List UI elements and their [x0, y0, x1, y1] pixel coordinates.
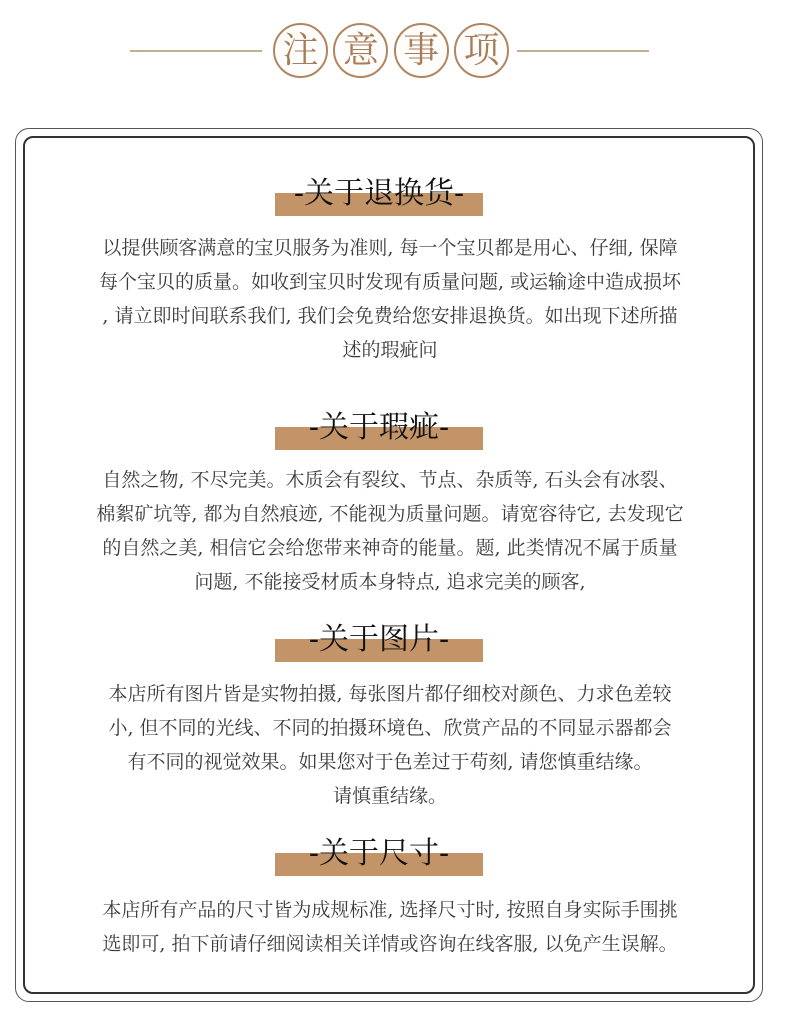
- paragraph-line: 问题, 不能接受材质本身特点, 追求完美的顾客,: [194, 571, 586, 593]
- title-char-badge: 项: [454, 23, 509, 78]
- section-body-flaws: [40, 463, 740, 599]
- header-divider-left: [130, 50, 262, 52]
- section-body-returns: [40, 231, 740, 367]
- section-body-pictures: [40, 677, 740, 813]
- paragraph-line: 述的瑕疵问: [342, 339, 438, 361]
- section-heading-returns: [275, 176, 483, 216]
- paragraph-line: 本店所有产品的尺寸皆为成规标准, 选择尺寸时, 按照自身实际手围挑: [102, 899, 678, 921]
- title-char-badge: 注: [273, 23, 328, 78]
- title-char-badge: 意: [333, 23, 388, 78]
- section-body-sizes: [40, 893, 740, 961]
- title-char-badge: 事: [394, 23, 449, 78]
- section-heading-flaws: [275, 410, 483, 450]
- page-title: [273, 18, 509, 84]
- paragraph-line: 选即可, 拍下前请仔细阅读相关详情或咨询在线客服, 以免产生误解。: [102, 933, 678, 955]
- section-heading-pictures: [275, 622, 483, 662]
- section-heading-sizes: [275, 836, 483, 876]
- paragraph-line: 小, 但不同的光线、不同的拍摄环境色、欣赏产品的不同显示器都会: [108, 717, 672, 739]
- paragraph-line: 有不同的视觉效果。如果您对于色差过于苟刻, 请您慎重结缘。: [127, 751, 653, 773]
- paragraph-line: , 请立即时间联系我们, 我们会免费给您安排退换货。如出现下述所描: [102, 305, 678, 327]
- paragraph-line: 以提供顾客满意的宝贝服务为准则, 每一个宝贝都是用心、仔细, 保障: [102, 237, 678, 259]
- paragraph-line: 每个宝贝的质量。如收到宝贝时发现有质量问题, 或运输途中造成损坏: [98, 271, 682, 293]
- section-title: -关于瑕疵-: [308, 410, 450, 445]
- header-divider-right: [517, 50, 649, 52]
- paragraph-line: 请慎重结缘。: [332, 785, 447, 807]
- section-title: -关于退换货-: [293, 176, 465, 211]
- paragraph-line: 的自然之美, 相信它会给您带来神奇的能量。题, 此类情况不属于质量: [102, 537, 678, 559]
- section-title: -关于尺寸-: [308, 836, 450, 871]
- paragraph-line: 棉絮矿坑等, 都为自然痕迹, 不能视为质量问题。请宽容待它, 去发现它: [96, 503, 684, 525]
- paragraph-line: 自然之物, 不尽完美。木质会有裂纹、节点、杂质等, 石头会有冰裂、: [102, 469, 678, 491]
- paragraph-line: 本店所有图片皆是实物拍摄, 每张图片都仔细校对颜色、力求色差较: [108, 683, 672, 705]
- page-header: [0, 18, 790, 84]
- section-title: -关于图片-: [308, 622, 450, 657]
